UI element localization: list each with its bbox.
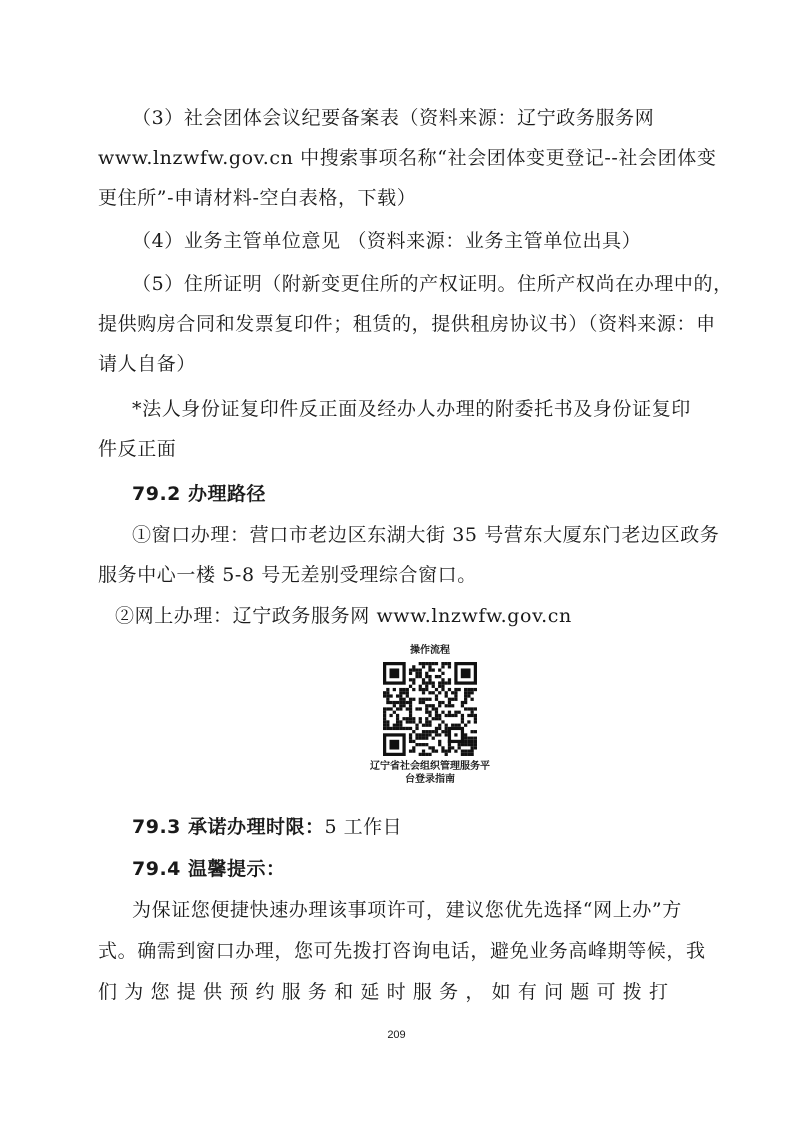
- item-5-line-3: 请人自备）: [98, 353, 197, 375]
- item-5-line-2: 提供购房合同和发票复印件；租赁的，提供租房协议书）（资料来源：申: [98, 313, 716, 335]
- item-3-line-1: （3）社会团体会议纪要备案表（资料来源：辽宁政务服务网: [132, 107, 655, 129]
- item-5-line-1: （5）住所证明（附新变更住所的产权证明。住所产权尚在办理中的，: [132, 273, 733, 295]
- note-line-2: 件反正面: [98, 438, 177, 460]
- section-heading-79-3-label: 79.3 承诺办理时限：: [132, 816, 325, 838]
- tips-line-1: 为保证您便捷快速办理该事项许可，建议您优先选择“网上办”方: [132, 899, 682, 921]
- section-heading-79-3: [132, 815, 402, 839]
- tips-line-2: 式。确需到窗口办理，您可先拨打咨询电话，避免业务高峰期等候，我: [98, 940, 706, 962]
- qr-caption-line-1: 辽宁省社会组织管理服务平: [370, 761, 490, 772]
- qr-code-image: [383, 662, 477, 756]
- online-path: ②网上办理：辽宁政务服务网 www.lnzwfw.gov.cn: [115, 605, 572, 627]
- window-path-line-1: ①窗口办理：营口市老边区东湖大街 35 号营东大厦东门老边区政务: [132, 524, 720, 546]
- section-heading-79-2: 79.2 办理路径: [132, 483, 266, 505]
- qr-code-block: [360, 644, 500, 786]
- window-path-line-2: 服务中心一楼 5-8 号无差别受理综合窗口。: [98, 564, 477, 586]
- qr-caption-line-2: 台登录指南: [405, 774, 455, 785]
- section-heading-79-4: 79.4 温馨提示：: [132, 858, 286, 880]
- qr-title: 操作流程: [410, 645, 450, 656]
- item-4: （4）业务主管单位意见 （资料来源：业务主管单位出具）: [132, 230, 642, 252]
- item-3-line-3: 更住所”-申请材料-空白表格，下载）: [98, 187, 417, 209]
- tips-line-3: 们 为 您 提 供 预 约 服 务 和 延 时 服 务 ， 如 有 问 题 可 拨 打: [98, 981, 669, 1003]
- processing-time-value: 5 工作日: [324, 816, 403, 838]
- page-number: 209: [387, 1029, 406, 1041]
- item-3-line-2: www.lnzwfw.gov.cn 中搜索事项名称“社会团体变更登记--社会团体变: [98, 147, 717, 169]
- note-line-1: *法人身份证复印件反正面及经办人办理的附委托书及身份证复印: [132, 398, 691, 420]
